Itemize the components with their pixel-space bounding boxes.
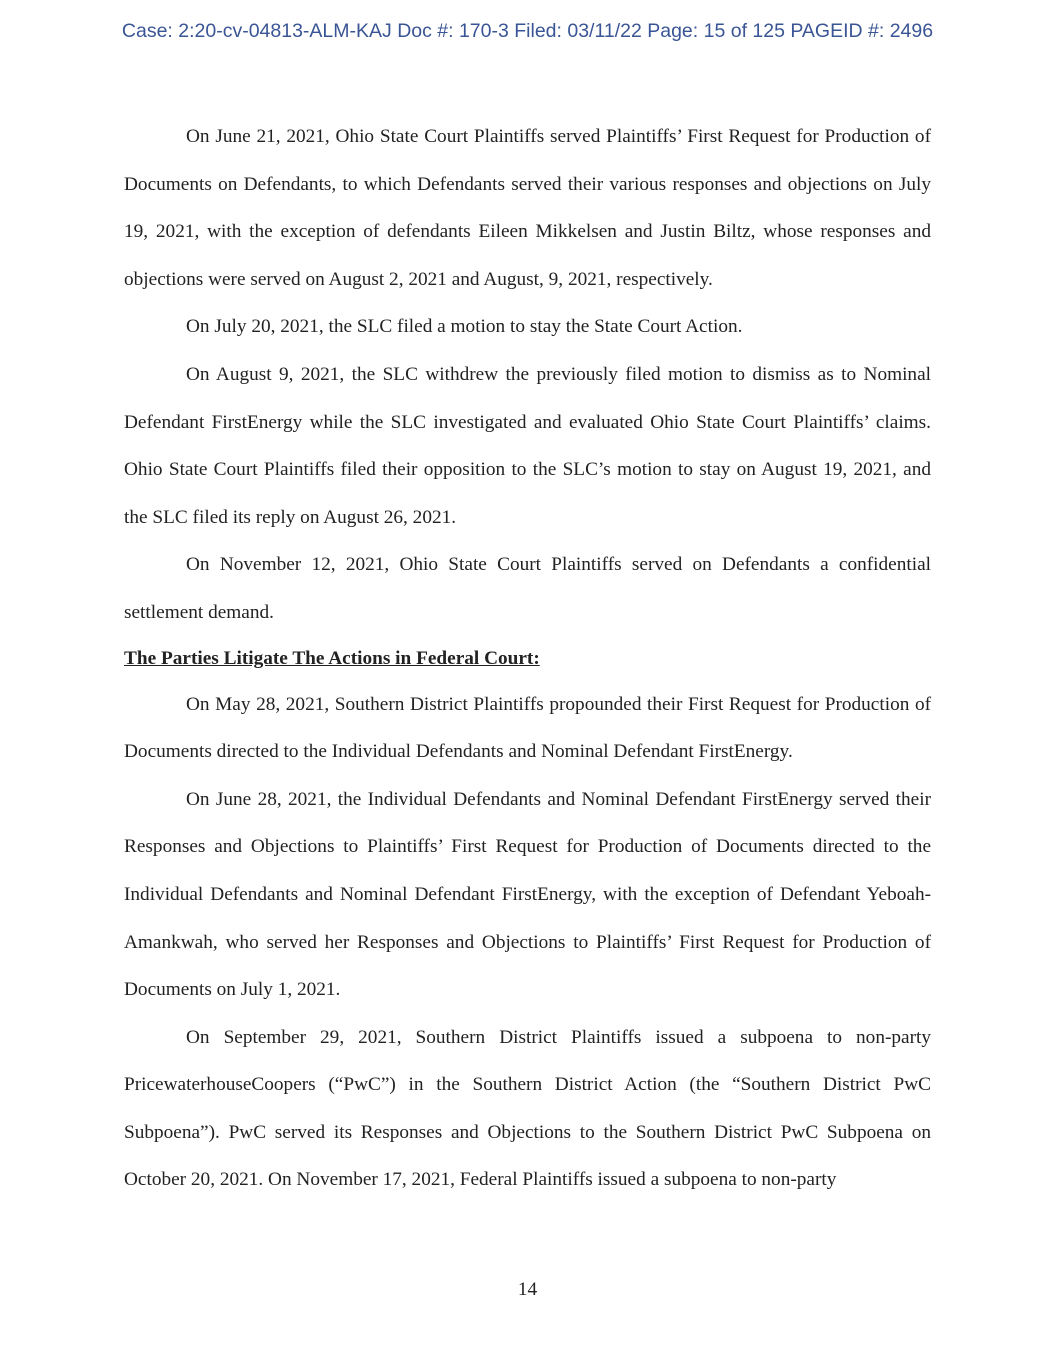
- case-header: Case: 2:20-cv-04813-ALM-KAJ Doc #: 170-3 Filed: 03/11/22 Page: 15 of 125 PAGEID #: 2496: [121, 20, 934, 42]
- document-body: [124, 113, 931, 1204]
- paragraph-motion-to-stay: On July 20, 2021, the SLC filed a motion to stay the State Court Action.: [186, 316, 743, 338]
- paragraph-settlement-demand: On November 12, 2021, Ohio State Court Plaintiffs served on Defendants a confidential settlement demand.: [124, 554, 931, 623]
- paragraph-first-request-state: On June 21, 2021, Ohio State Court Plaintiffs served Plaintiffs’ First Request for Production of Documents on Defendants, to which Defendants served their various responses and objections on July 19, 2021, with the exception of defendants Eileen Mikkelsen and Justin Biltz, whose responses and objections were served on August 2, 2021 and August, 9, 2021, respectively.: [124, 126, 931, 290]
- page-number: 14: [517, 1279, 538, 1300]
- paragraph-first-request-federal: On May 28, 2021, Southern District Plaintiffs propounded their First Request for Production of Documents directed to the Individual Defendants and Nominal Defendant FirstEnergy.: [124, 693, 931, 763]
- paragraph-slc-withdrew: On August 9, 2021, the SLC withdrew the previously filed motion to dismiss as to Nominal Defendant FirstEnergy while the SLC investigated and evaluated Ohio State Court Plaintiffs’ claims. Ohio State Court Plaintiffs filed their opposition to the SLC’s motion to stay on August 19, 2021, and the SLC filed its reply on August 26, 2021.: [124, 363, 931, 528]
- section-heading: The Parties Litigate The Actions in Federal Court:: [124, 647, 540, 669]
- paragraph-responses-objections: On June 28, 2021, the Individual Defendants and Nominal Defendant FirstEnergy served their Responses and Objections to Plaintiffs’ First Request for Production of Documents directed to the Individual Defendants and Nominal Defendant FirstEnergy, with the exception of Defendant Yeboah-Amankwah, who served her Responses and Objections to Plaintiffs’ First Request for Production of Documents on July 1, 2021.: [124, 788, 931, 1001]
- paragraph-pwc-subpoena: On September 29, 2021, Southern District Plaintiffs issued a subpoena to non-party PricewaterhouseCoopers (“PwC”) in the Southern District Action (the “Southern District PwC Subpoena”). PwC served its Responses and Objections to the Southern District PwC Subpoena on October 20, 2021. On November 17, 2021, Federal Plaintiffs issued a subpoena to non-party: [124, 1026, 931, 1191]
